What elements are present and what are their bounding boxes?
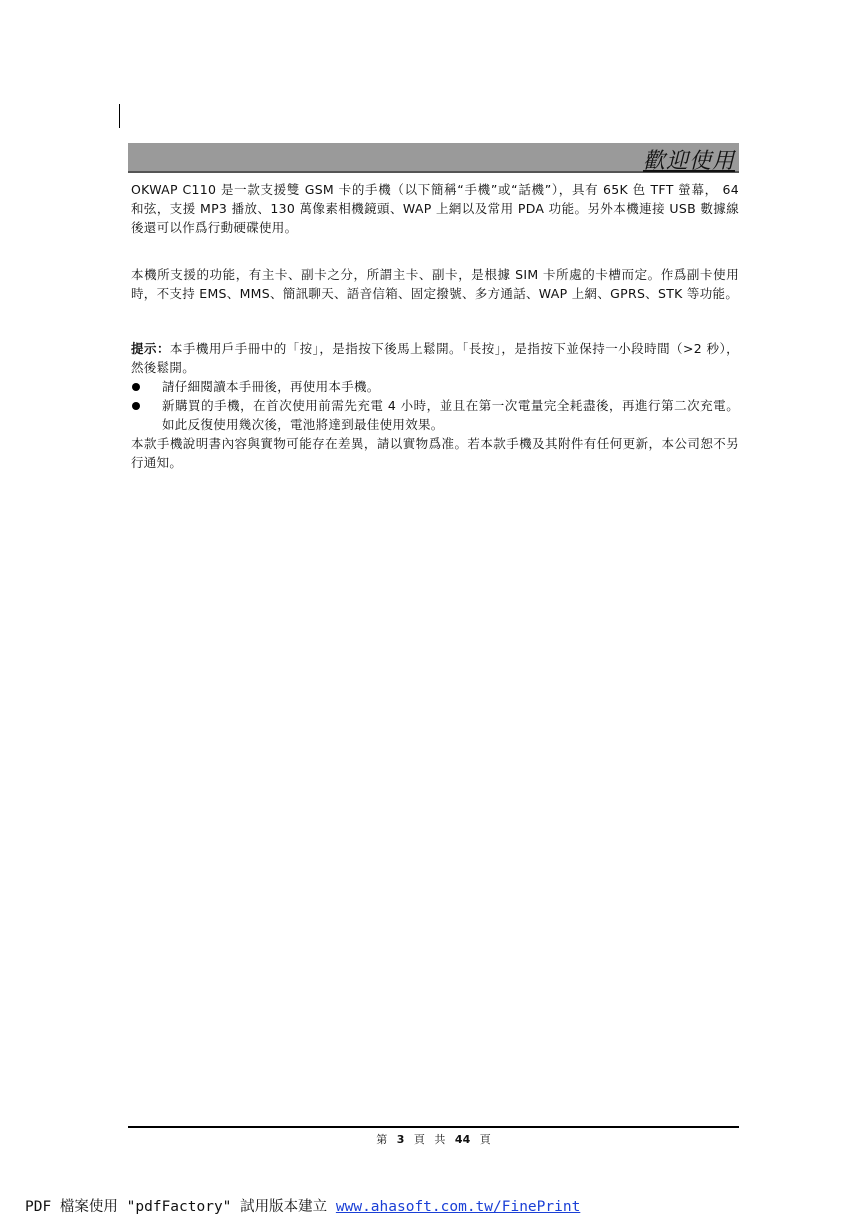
pdf-credit — [25, 1195, 580, 1216]
list-item — [131, 396, 739, 434]
page-prefix: 第 — [376, 1133, 388, 1146]
card-support-paragraph: 本機所支援的功能，有主卡、副卡之分，所謂主卡、副卡，是根據 SIM 卡所處的卡槽而定。作爲副卡使用時，不支持 EMS、MMS、簡訊聊天、語音信箱、固定撥號、多方通話、WAP 上網、GPRS、STK 等功能。 — [131, 267, 739, 301]
tip-label: 提示： — [131, 341, 170, 356]
list-item-text: 新購買的手機，在首次使用前需先充電 4 小時，並且在第一次電量完全耗盡後，再進行第二次充電。如此反復使用幾次後，電池將達到最佳使用效果。 — [162, 398, 739, 432]
tip-text: 本手機用戶手冊中的「按」，是指按下後馬上鬆開。「長按」，是指按下並保持一小段時間（>2 秒），然後鬆開。 — [131, 341, 739, 375]
current-page: 3 — [396, 1133, 405, 1146]
tips-list — [131, 377, 739, 434]
footer-rule — [128, 1126, 739, 1128]
tip-paragraph — [131, 339, 739, 377]
section-title: 歡迎使用 — [642, 149, 735, 174]
bullet-icon — [132, 383, 140, 391]
margin-mark — [119, 104, 120, 128]
document-body — [131, 180, 739, 472]
intro-paragraph: OKWAP C110 是一款支援雙 GSM 卡的手機（以下簡稱“手機”或“話機”），具有 65K 色 TFT 螢幕， 64 和弦，支援 MP3 播放、130 萬像素相機鏡頭、WAP 上網以及常用 PDA 功能。另外本機連接 USB 數據線後還可以作爲行動硬碟使用。 — [131, 182, 739, 235]
page-suffix: 頁 — [479, 1133, 491, 1146]
list-item-text: 請仔細閱讀本手冊後，再使用本手機。 — [162, 379, 380, 394]
disclaimer-paragraph: 本款手機說明書內容與實物可能存在差異，請以實物爲准。若本款手機及其附件有任何更新，本公司恕不另行通知。 — [131, 436, 739, 470]
finepint-link[interactable]: www.ahasoft.com.tw/FinePrint — [335, 1199, 581, 1215]
pdf-credit-text: PDF 檔案使用 "pdfFactory" 試用版本建立 — [25, 1199, 336, 1215]
section-title-bar — [128, 143, 739, 173]
bullet-icon — [132, 402, 140, 410]
list-item — [131, 377, 739, 396]
page-number — [128, 1131, 739, 1147]
page-middle: 頁 共 — [413, 1133, 446, 1146]
total-pages: 44 — [454, 1133, 471, 1146]
